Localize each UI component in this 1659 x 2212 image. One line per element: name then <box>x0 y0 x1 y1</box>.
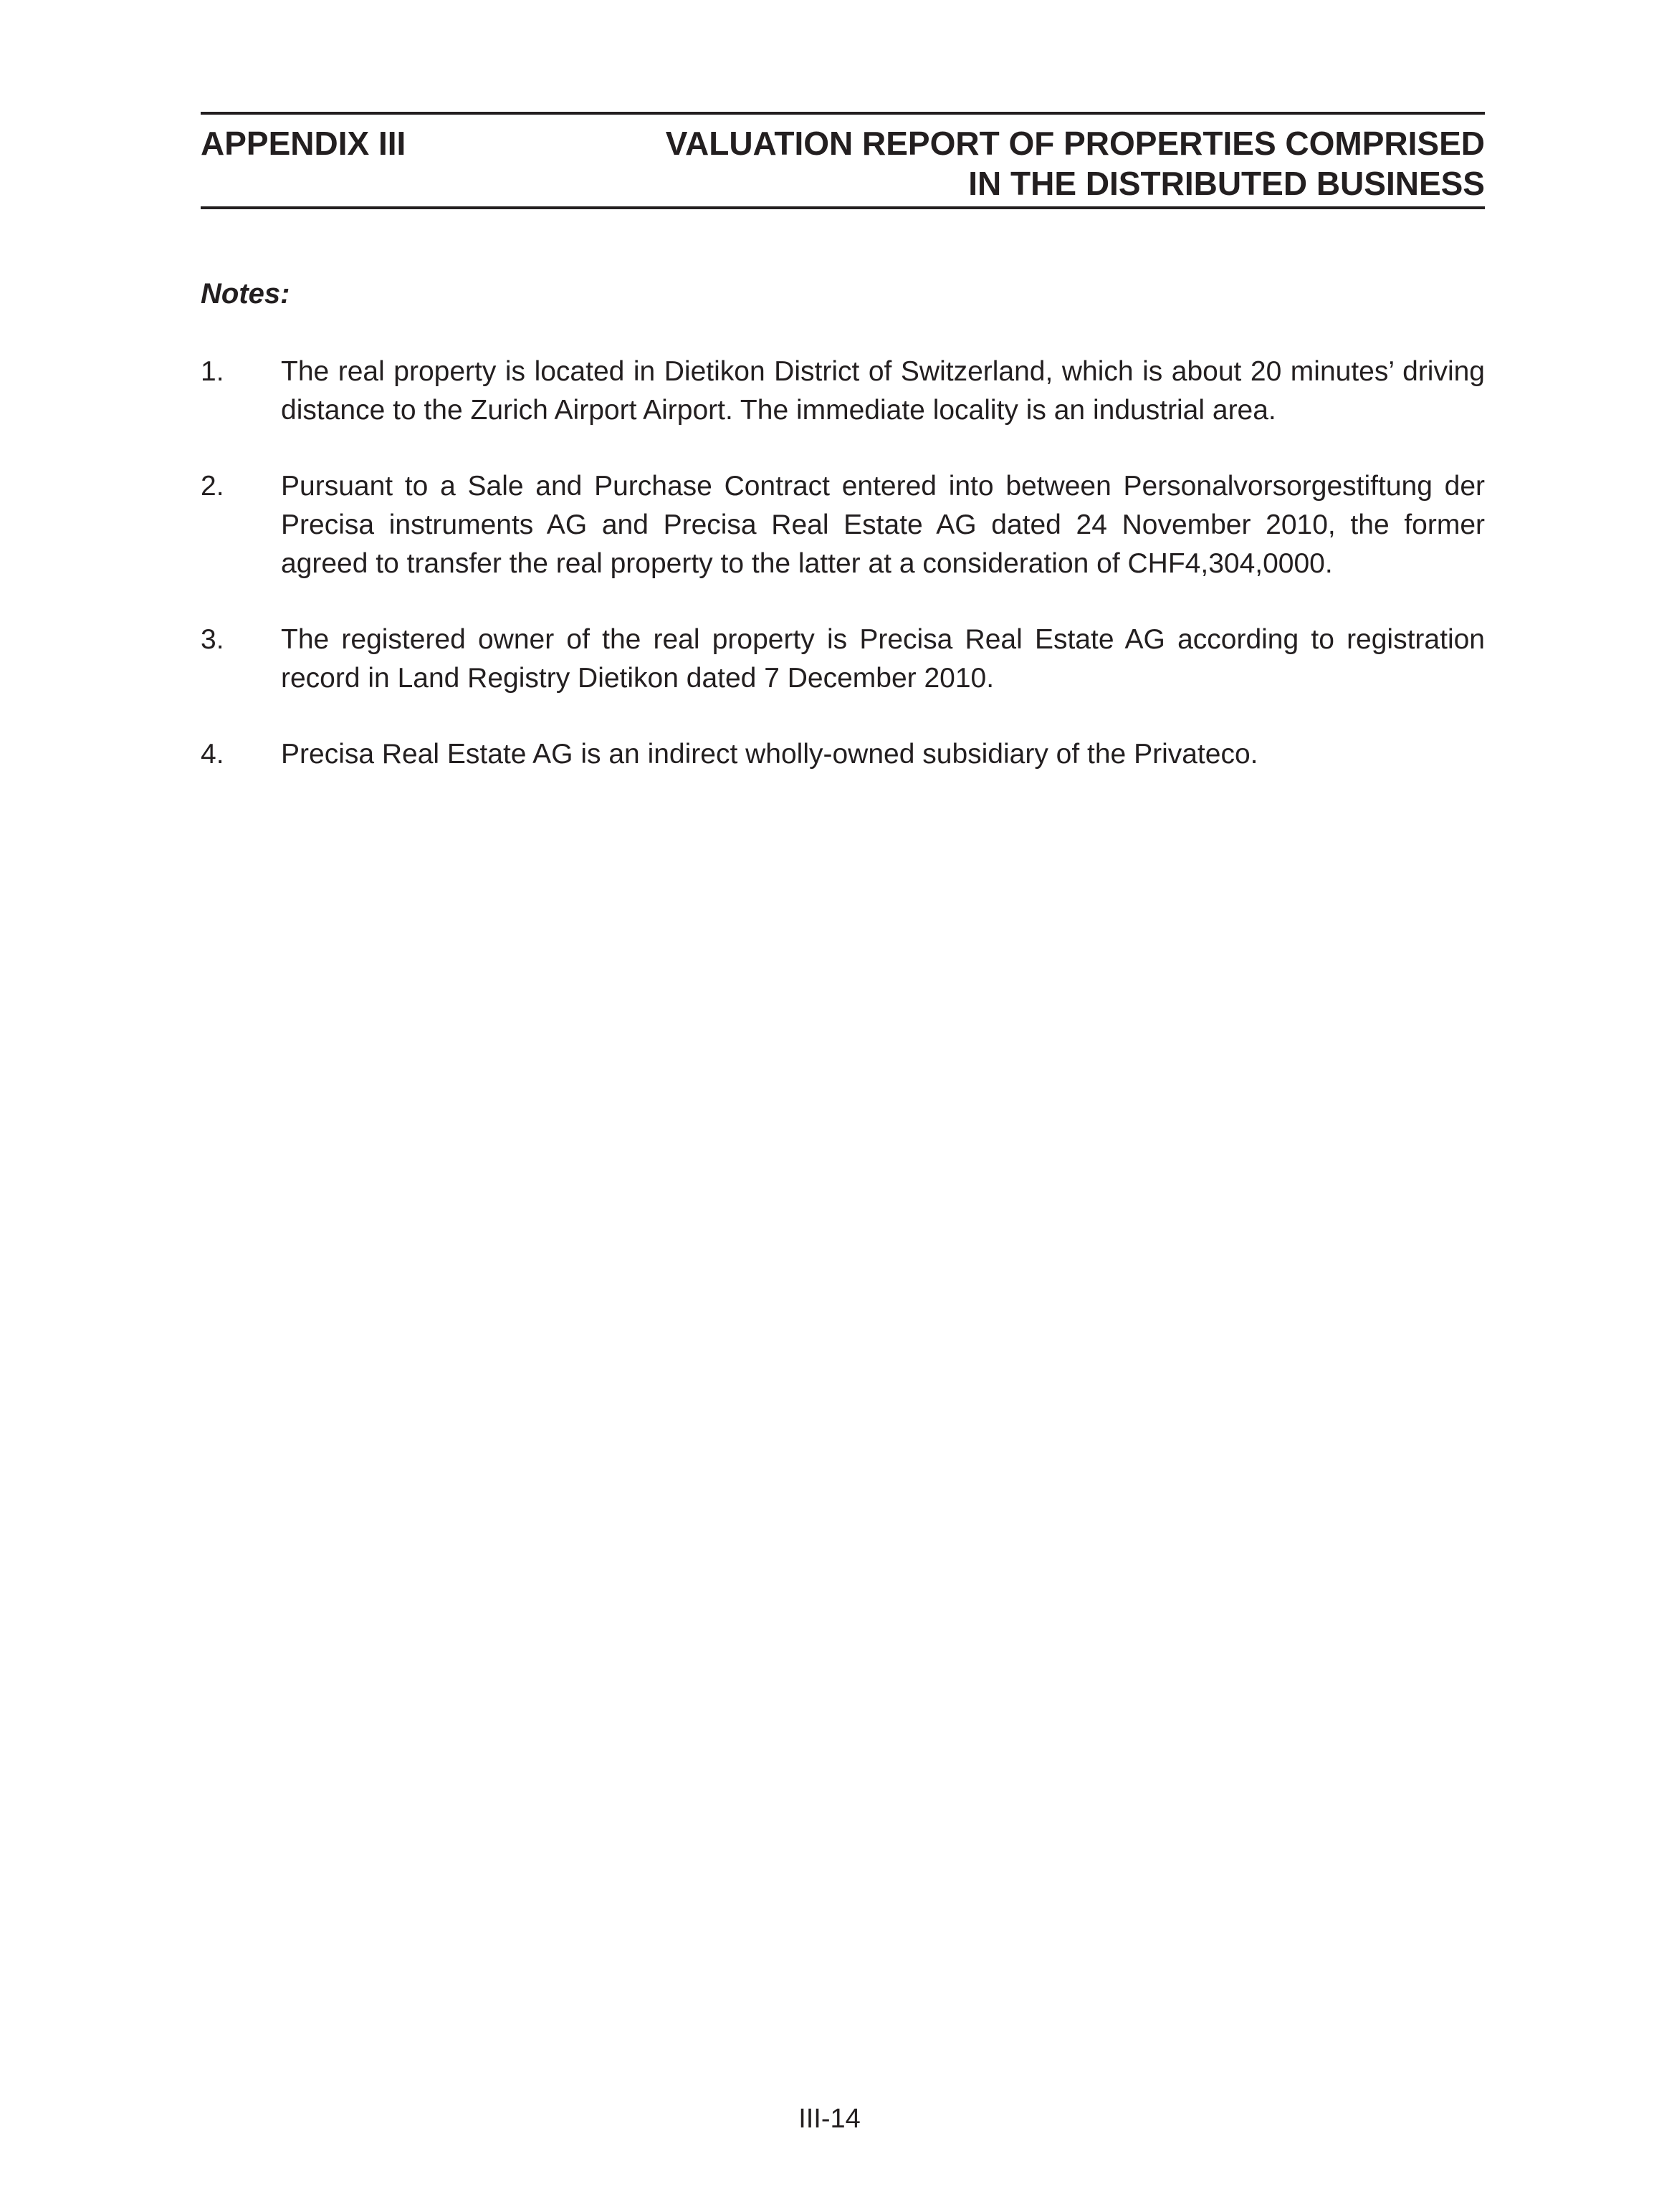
notes-list <box>201 353 1485 811</box>
header-bottom-rule <box>201 206 1485 209</box>
appendix-label: APPENDIX III <box>201 125 406 162</box>
page-number: III-14 <box>798 2104 861 2134</box>
note-number: 2. <box>201 471 224 502</box>
note-number: 3. <box>201 624 224 655</box>
note-item <box>201 353 1485 430</box>
page-header <box>201 112 1485 209</box>
notes-heading: Notes: <box>201 278 290 310</box>
header-title-line-1: VALUATION REPORT OF PROPERTIES COMPRISED <box>665 125 1485 162</box>
note-item <box>201 621 1485 698</box>
note-number: 1. <box>201 356 224 387</box>
note-text: Precisa Real Estate AG is an indirect wholly-owned subsidiary of the Privateco. <box>281 739 1258 770</box>
note-text: The real property is located in Dietikon District of Switzerland, which is about 20 minutes’ driving distance to the Zurich Airport Airport. The immediate locality is an industrial area. <box>281 356 1485 426</box>
header-title <box>482 123 1485 204</box>
header-top-rule <box>201 112 1485 115</box>
note-number: 4. <box>201 739 224 770</box>
note-item <box>201 467 1485 583</box>
note-text: The registered owner of the real property is Precisa Real Estate AG according to registration record in Land Registry Dietikon dated 7 December 2010. <box>281 624 1485 694</box>
header-title-line-2: IN THE DISTRIBUTED BUSINESS <box>968 165 1485 202</box>
note-item <box>201 735 1485 774</box>
note-text: Pursuant to a Sale and Purchase Contract entered into between Personalvorsorgestiftung der Precisa instruments AG and Precisa Real Estate AG dated 24 November 2010, the former agreed to transfer the real property to the latter at a consideration of CHF4,304,0000. <box>281 471 1485 579</box>
